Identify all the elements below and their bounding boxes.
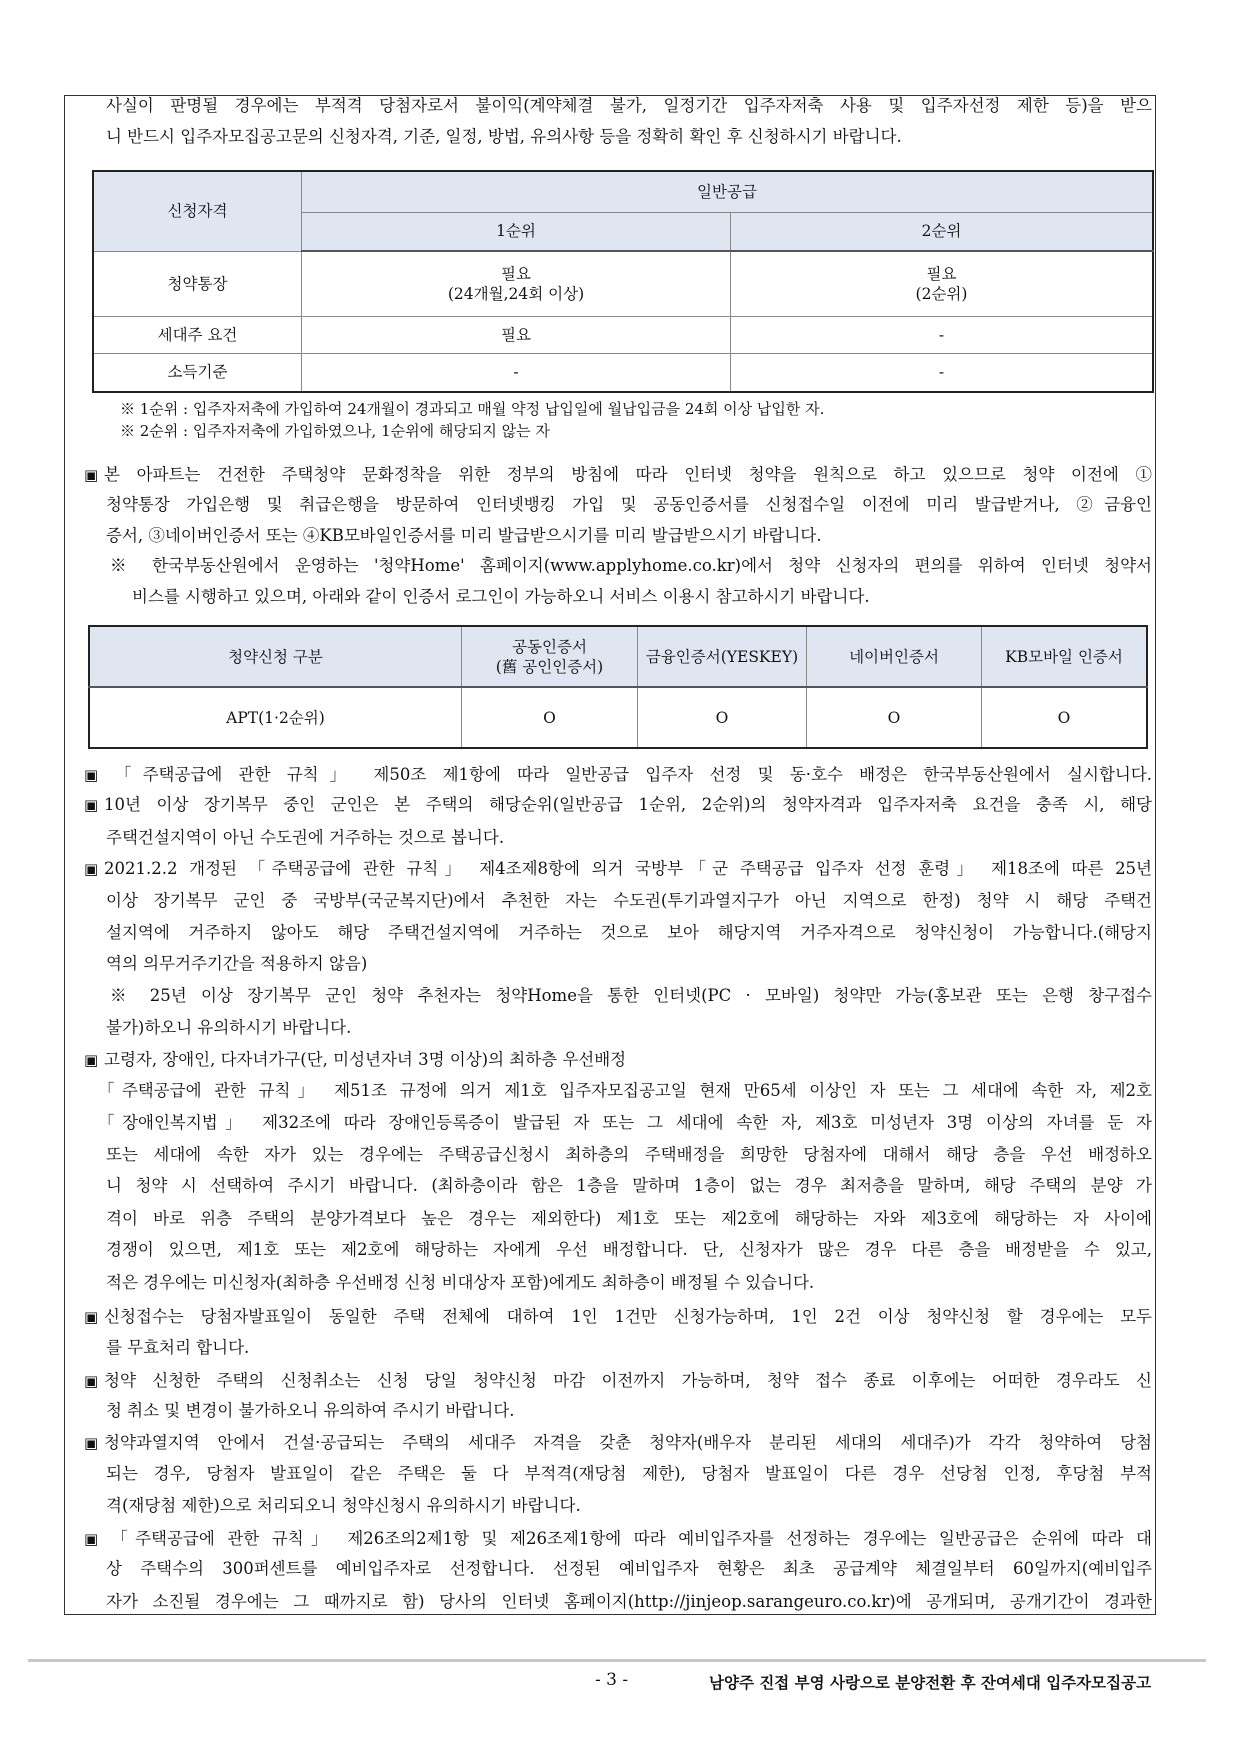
text-line — [84, 764, 1152, 786]
line-text: 「주택공급에 관한 규칙」 제50조 제1항에 따라 일반공급 입주자 선정 및 동·호수 배정은 한국부동산원에서 실시합니다. — [104, 765, 1152, 784]
square-bullet-icon: ▣ — [84, 1372, 99, 1390]
text-line — [84, 858, 1152, 880]
square-bullet-icon: ▣ — [84, 766, 99, 784]
text-line — [106, 126, 902, 148]
header-rank-2: 2순위 — [731, 212, 1154, 251]
text-line — [84, 1306, 1152, 1328]
table-row — [93, 353, 1153, 392]
header-financial-certificate: 금융인증서(YESKEY) — [638, 626, 807, 687]
line-text: ※ 1순위 : 입주자저축에 가입하여 24개월이 경과되고 매월 약정 납입일에 월납입금을 24회 이상 납입한 자. — [120, 400, 825, 418]
text-line — [106, 890, 1152, 912]
text-line — [98, 1080, 1152, 1102]
line-text: ※ 2순위 : 입주자저축에 가입하였으나, 1순위에 해당되지 않는 자 — [120, 422, 550, 440]
cell: - — [731, 316, 1154, 353]
header-joint-certificate — [462, 626, 638, 687]
line-text: 니 반드시 입주자모집공고문의 신청자격, 기준, 일정, 방법, 유의사항 등을 정확히 확인 후 신청하시기 바랍니다. — [106, 127, 902, 146]
line-text: 10년 이상 장기복무 중인 군인은 본 주택의 해당순위(일반공급 1순위, 2순위)의 청약자격과 입주자저축 요건을 충족 시, 해당 — [104, 795, 1152, 814]
cell — [302, 251, 731, 316]
table-row — [93, 251, 1153, 316]
text-line — [106, 525, 822, 547]
line-text: 또는 세대에 속한 자가 있는 경우에는 주택공급신청시 최하층의 주택배정을 희망한 당첨자에 대해서 해당 층을 우선 배정하오 — [106, 1145, 1152, 1164]
line-text: 본 아파트는 건전한 주택청약 문화정착을 위한 정부의 방침에 따라 인터넷 청약을 원칙으로 하고 있으므로 청약 이전에 ① — [104, 465, 1152, 484]
line-text: 주택건설지역이 아닌 수도권에 거주하는 것으로 봅니다. — [106, 828, 505, 847]
row-label: 청약통장 — [93, 251, 302, 316]
text-line — [98, 1112, 1152, 1134]
row-label: 소득기준 — [93, 353, 302, 392]
square-bullet-icon: ▣ — [84, 796, 99, 814]
text-line — [120, 398, 824, 420]
line-text: 자가 소진될 경우에는 그 때까지로 함) 당사의 인터넷 홈페이지(http://jinjeop.sarangeuro.co.kr)에 공개되며, 공개기간이 경과한 — [106, 1592, 1152, 1611]
page-number: - 3 - — [595, 1670, 629, 1690]
square-bullet-icon: ▣ — [84, 1051, 99, 1069]
line-text: 청 취소 및 변경이 불가하오니 유의하여 주시기 바랍니다. — [106, 1401, 515, 1420]
line-text: 증서, ③네이버인증서 또는 ④KB모바일인증서를 미리 발급받으시기를 미리 발급받으시기 바랍니다. — [106, 526, 822, 545]
cell: O — [638, 687, 807, 748]
cell: O — [462, 687, 638, 748]
header-kb-certificate: KB모바일 인증서 — [982, 626, 1148, 687]
line-text: 설지역에 거주하지 않아도 해당 주택건설지역에 거주하는 것으로 보아 해당지역 거주자격으로 청약신청이 가능합니다.(해당지 — [106, 923, 1152, 942]
line-text: 청약 신청한 주택의 신청취소는 신청 당일 청약신청 마감 이전까지 가능하며, 청약 접수 종료 이후에는 어떠한 경우라도 신 — [104, 1371, 1152, 1390]
eligibility-table — [92, 170, 1154, 393]
cell-text: 공동인증서 — [512, 637, 587, 656]
text-line — [106, 1239, 1152, 1261]
square-bullet-icon: ▣ — [84, 466, 99, 484]
text-line — [106, 827, 504, 849]
footer-title: 남양주 진접 부영 사랑으로 분양전환 후 잔여세대 입주자모집공고 — [709, 1673, 1152, 1692]
text-line — [106, 1017, 351, 1039]
cell-text: (舊 공인인증서) — [495, 657, 604, 676]
line-text: 「주택공급에 관한 규칙」 제51조 규정에 의거 제1호 입주자모집공고일 현재 만65세 이상인 자 또는 그 세대에 속한 자, 제2호 — [98, 1081, 1152, 1100]
line-text: 사실이 판명될 경우에는 부적격 당첨자로서 불이익(계약체결 불가, 일정기간 입주자저축 사용 및 입주자선정 제한 등)을 받으 — [106, 96, 1152, 115]
line-text: 되는 경우, 당첨자 발표일이 같은 주택은 둘 다 부적격(재당첨 제한), 당첨자 발표일이 다른 경우 선당첨 인정, 후당첨 부적 — [106, 1464, 1152, 1483]
text-line — [84, 794, 1152, 816]
text-line — [106, 1337, 249, 1359]
text-line — [106, 922, 1152, 944]
line-text: 신청접수는 당첨자발표일이 동일한 주택 전체에 대하여 1인 1건만 신청가능하며, 1인 2건 이상 청약신청 할 경우에는 모두 — [104, 1307, 1152, 1326]
cell-text: (2순위) — [915, 284, 968, 303]
line-text: 「장애인복지법」 제32조에 따라 장애인등록증이 발급된 자 또는 그 세대에 속한 자, 제3호 미성년자 3명 이상의 자녀를 둔 자 — [98, 1113, 1152, 1132]
square-bullet-icon: ▣ — [84, 1308, 99, 1326]
line-text: 역의 의무거주기간을 적용하지 않음) — [106, 954, 368, 973]
cell: O — [807, 687, 982, 748]
line-text: ※ 한국부동산원에서 운영하는 '청약Home' 홈페이지(www.applyhome.co.kr)에서 청약 신청자의 편의를 위하여 인터넷 청약서 — [110, 556, 1152, 575]
row-label: APT(1·2순위) — [89, 687, 462, 748]
text-line — [106, 953, 367, 975]
text-line — [106, 1463, 1152, 1485]
line-text: 청약과열지역 안에서 건설·공급되는 주택의 세대주 자격을 갖춘 청약자(배우자 분리된 세대의 세대주)가 각각 청약하여 당첨 — [104, 1433, 1152, 1452]
text-line — [106, 1272, 814, 1294]
cell: 필요 — [302, 316, 731, 353]
text-line — [120, 420, 550, 442]
text-line — [84, 1528, 1152, 1550]
table-row — [89, 687, 1147, 748]
cell: O — [982, 687, 1148, 748]
square-bullet-icon: ▣ — [84, 1434, 99, 1452]
text-line — [110, 555, 1152, 577]
table-row — [93, 316, 1153, 353]
text-line — [84, 464, 1152, 486]
cell: - — [302, 353, 731, 392]
header-general-supply: 일반공급 — [302, 171, 1154, 212]
text-line — [84, 1432, 1152, 1454]
line-text: 불가)하오니 유의하시기 바랍니다. — [106, 1018, 352, 1037]
certificate-table — [88, 625, 1148, 749]
text-line — [106, 1144, 1152, 1166]
row-label: 세대주 요건 — [93, 316, 302, 353]
text-line — [106, 1175, 1152, 1197]
header-eligibility: 신청자격 — [93, 171, 302, 251]
line-text: 적은 경우에는 미신청자(최하층 우선배정 신청 비대상자 포함)에게도 최하층이 배정될 수 있습니다. — [106, 1273, 815, 1292]
header-application-type: 청약신청 구분 — [89, 626, 462, 687]
text-line — [106, 1208, 1152, 1230]
footer-divider — [28, 1659, 1206, 1662]
square-bullet-icon: ▣ — [84, 1530, 99, 1548]
line-text: 고령자, 장애인, 다자녀가구(단, 미성년자녀 3명 이상)의 최하층 우선배정 — [104, 1050, 627, 1069]
line-text: 상 주택수의 300퍼센트를 예비입주자로 선정합니다. 선정된 예비입주자 현황은 최초 공급계약 체결일부터 60일까지(예비입주 — [106, 1559, 1152, 1578]
text-line — [106, 95, 1152, 117]
text-line — [132, 586, 870, 608]
line-text: 격이 바로 위층 주택의 분양가격보다 높은 경우는 제외한다) 제1호 또는 제2호에 해당하는 자와 제3호에 해당하는 자 사이에 — [106, 1209, 1152, 1228]
line-text: 「주택공급에 관한 규칙」 제26조의2제1항 및 제26조제1항에 따라 예비입주자를 선정하는 경우에는 일반공급은 순위에 따라 대 — [104, 1529, 1152, 1548]
cell — [731, 251, 1154, 316]
header-rank-1: 1순위 — [302, 212, 731, 251]
cell-text: 필요 — [501, 264, 531, 283]
text-line — [84, 1049, 626, 1071]
line-text: 니 청약 시 선택하여 주시기 바랍니다. (최하층이라 함은 1층을 말하며 1층이 없는 경우 최저층을 말하며, 해당 주택의 분양 가 — [106, 1176, 1152, 1195]
line-text: ※ 25년 이상 장기복무 군인 청약 추천자는 청약Home을 통한 인터넷(PC · 모바일) 청약만 가능(홍보관 또는 은행 창구접수 — [110, 986, 1152, 1005]
line-text: 를 무효처리 합니다. — [106, 1338, 250, 1357]
text-line — [84, 1370, 1152, 1392]
text-line — [106, 1400, 515, 1422]
cell-text: (24개월,24회 이상) — [447, 284, 585, 303]
text-line — [106, 1558, 1152, 1580]
line-text: 격(재당첨 제한)으로 처리되오니 청약신청시 유의하시기 바랍니다. — [106, 1496, 581, 1515]
cell: - — [731, 353, 1154, 392]
header-naver-certificate: 네이버인증서 — [807, 626, 982, 687]
line-text: 비스를 시행하고 있으며, 아래와 같이 인증서 로그인이 가능하오니 서비스 이용시 참고하시기 바랍니다. — [132, 587, 870, 606]
line-text: 2021.2.2 개정된 「주택공급에 관한 규칙」 제4조제8항에 의거 국방부「군 주택공급 입주자 선정 훈령」 제18조에 따른 25년 — [104, 859, 1152, 878]
line-text: 이상 장기복무 군인 중 국방부(국군복지단)에서 추천한 자는 수도권(투기과열지구가 아닌 지역으로 한정) 청약 시 해당 주택건 — [106, 891, 1152, 910]
cell-text: 필요 — [926, 264, 957, 283]
text-line — [106, 494, 1152, 516]
square-bullet-icon: ▣ — [84, 860, 99, 878]
line-text: 청약통장 가입은행 및 취급은행을 방문하여 인터넷뱅킹 가입 및 공동인증서를 신청접수일 이전에 미리 발급받거나, ②금융인 — [106, 495, 1152, 514]
line-text: 경쟁이 있으면, 제1호 또는 제2호에 해당하는 자에게 우선 배정합니다. 단, 신청자가 많은 경우 다른 층을 배정받을 수 있고, — [106, 1240, 1152, 1259]
text-line — [106, 1591, 1152, 1613]
text-line — [110, 985, 1152, 1007]
text-line — [106, 1495, 581, 1517]
